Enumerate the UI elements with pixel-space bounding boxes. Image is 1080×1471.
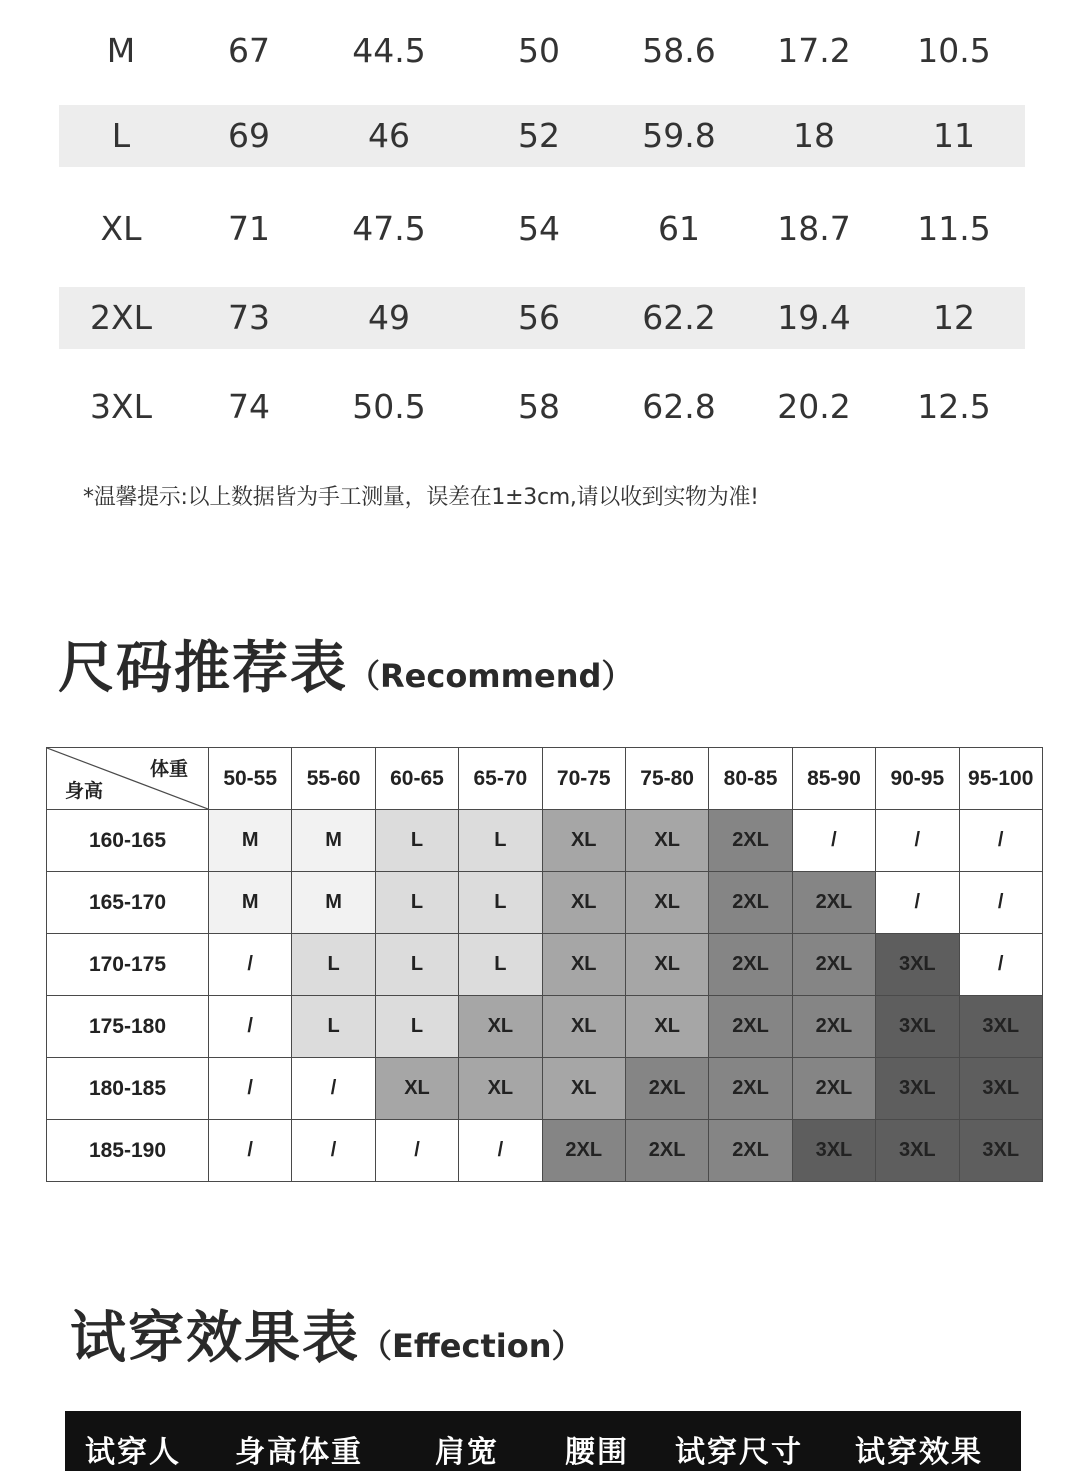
grid-row xyxy=(47,1120,1043,1182)
size-label: M xyxy=(106,31,136,70)
recommended-size-cell: XL xyxy=(542,872,625,934)
measurement-value: 50 xyxy=(518,31,560,70)
effect-column-header: 身高体重 xyxy=(235,1435,363,1470)
measurement-value: 11 xyxy=(933,116,975,155)
recommended-size-cell: / xyxy=(959,810,1042,872)
measurement-value: 52 xyxy=(518,116,560,155)
recommended-size-cell: XL xyxy=(459,996,542,1058)
recommended-size-cell: XL xyxy=(625,810,708,872)
size-label: XL xyxy=(100,209,142,248)
measurement-value: 50.5 xyxy=(352,387,426,426)
weight-range-header: 90-95 xyxy=(876,748,959,810)
recommended-size-cell: XL xyxy=(625,996,708,1058)
measurement-note: *温馨提示:以上数据皆为手工测量，误差在1±3cm,请以收到实物为准! xyxy=(83,485,759,510)
measurement-value: 62.8 xyxy=(642,387,716,426)
size-label: 2XL xyxy=(90,298,152,337)
effect-column-header: 试穿尺寸 xyxy=(675,1435,803,1470)
height-range-header: 180-185 xyxy=(47,1058,209,1120)
grid-corner-cell xyxy=(47,748,209,810)
recommended-size-cell: 3XL xyxy=(959,1120,1042,1182)
recommended-size-cell: L xyxy=(459,810,542,872)
recommended-size-cell: / xyxy=(792,810,875,872)
grid-row xyxy=(47,872,1043,934)
recommend-title-cn: 尺码推荐表 xyxy=(58,636,348,701)
recommended-size-cell: 3XL xyxy=(959,996,1042,1058)
recommended-size-cell: L xyxy=(292,996,375,1058)
size-row xyxy=(59,376,1025,438)
height-range-header: 175-180 xyxy=(47,996,209,1058)
size-label: 3XL xyxy=(90,387,152,426)
recommend-title-en: （Recommend） xyxy=(348,657,634,695)
measurement-value: 12.5 xyxy=(917,387,991,426)
effect-column-header: 试穿人 xyxy=(85,1435,181,1470)
height-range-header: 170-175 xyxy=(47,934,209,996)
recommended-size-cell: / xyxy=(375,1120,458,1182)
height-axis-label: 身高 xyxy=(65,780,104,802)
measurement-value: 58.6 xyxy=(642,31,716,70)
recommended-size-cell: L xyxy=(375,996,458,1058)
recommended-size-cell: 2XL xyxy=(625,1120,708,1182)
measurement-value: 56 xyxy=(518,298,560,337)
recommended-size-cell: / xyxy=(459,1120,542,1182)
measurement-value: 62.2 xyxy=(642,298,716,337)
measurement-value: 54 xyxy=(518,209,560,248)
recommended-size-cell: 2XL xyxy=(792,872,875,934)
recommended-size-cell: L xyxy=(292,934,375,996)
recommended-size-cell: / xyxy=(959,872,1042,934)
recommended-size-cell: 2XL xyxy=(542,1120,625,1182)
recommended-size-cell: / xyxy=(876,872,959,934)
measurement-value: 59.8 xyxy=(642,116,716,155)
recommended-size-cell: / xyxy=(292,1058,375,1120)
recommended-size-cell: L xyxy=(375,934,458,996)
recommended-size-cell: 2XL xyxy=(709,996,792,1058)
measurement-value: 71 xyxy=(228,209,270,248)
grid-row xyxy=(47,810,1043,872)
recommended-size-cell: XL xyxy=(625,934,708,996)
effect-section-title xyxy=(70,1294,584,1374)
size-row xyxy=(59,20,1025,82)
weight-axis-label: 体重 xyxy=(149,758,188,780)
grid-row xyxy=(47,934,1043,996)
recommended-size-cell: / xyxy=(959,934,1042,996)
height-range-header: 185-190 xyxy=(47,1120,209,1182)
recommended-size-cell: 2XL xyxy=(709,872,792,934)
weight-range-header: 70-75 xyxy=(542,748,625,810)
measurement-value: 67 xyxy=(228,31,270,70)
recommended-size-cell: 3XL xyxy=(876,934,959,996)
measurement-value: 11.5 xyxy=(917,209,991,248)
recommended-size-cell: M xyxy=(209,810,292,872)
recommended-size-cell: M xyxy=(209,872,292,934)
measurement-value: 44.5 xyxy=(352,31,426,70)
recommended-size-cell: L xyxy=(375,872,458,934)
recommended-size-cell: 3XL xyxy=(876,1058,959,1120)
effect-title-cn: 试穿效果表 xyxy=(70,1306,360,1371)
recommended-size-cell: / xyxy=(209,934,292,996)
recommended-size-cell: XL xyxy=(375,1058,458,1120)
grid-header-row xyxy=(47,748,1043,810)
effect-column-header: 腰围 xyxy=(565,1435,629,1470)
measurement-value: 74 xyxy=(228,387,270,426)
recommended-size-cell: / xyxy=(209,1120,292,1182)
recommended-size-cell: / xyxy=(292,1120,375,1182)
recommended-size-cell: XL xyxy=(542,996,625,1058)
effect-title-en: （Effection） xyxy=(360,1327,584,1365)
measurement-value: 18.7 xyxy=(777,209,851,248)
recommended-size-cell: L xyxy=(459,934,542,996)
recommended-size-cell: M xyxy=(292,872,375,934)
size-row xyxy=(59,287,1025,349)
height-range-header: 165-170 xyxy=(47,872,209,934)
recommended-size-cell: 3XL xyxy=(959,1058,1042,1120)
effect-column-header: 肩宽 xyxy=(435,1435,499,1470)
recommended-size-cell: / xyxy=(876,810,959,872)
grid-row xyxy=(47,1058,1043,1120)
recommended-size-cell: XL xyxy=(542,934,625,996)
weight-range-header: 50-55 xyxy=(209,748,292,810)
recommended-size-cell: / xyxy=(209,996,292,1058)
size-label: L xyxy=(111,116,131,155)
measurement-value: 73 xyxy=(228,298,270,337)
recommended-size-cell: L xyxy=(459,872,542,934)
recommended-size-cell: 3XL xyxy=(792,1120,875,1182)
recommended-size-cell: 2XL xyxy=(709,934,792,996)
measurement-value: 10.5 xyxy=(917,31,991,70)
weight-range-header: 60-65 xyxy=(375,748,458,810)
weight-range-header: 95-100 xyxy=(959,748,1042,810)
recommended-size-cell: XL xyxy=(625,872,708,934)
measurement-value: 17.2 xyxy=(777,31,851,70)
weight-range-header: 85-90 xyxy=(792,748,875,810)
recommended-size-cell: 3XL xyxy=(876,996,959,1058)
recommended-size-cell: XL xyxy=(542,1058,625,1120)
recommended-size-cell: 2XL xyxy=(792,996,875,1058)
measurement-value: 69 xyxy=(228,116,270,155)
weight-range-header: 80-85 xyxy=(709,748,792,810)
grid-row xyxy=(47,996,1043,1058)
height-range-header: 160-165 xyxy=(47,810,209,872)
recommended-size-cell: M xyxy=(292,810,375,872)
recommended-size-cell: XL xyxy=(459,1058,542,1120)
effect-table-header xyxy=(65,1411,1021,1471)
size-row xyxy=(59,198,1025,260)
weight-range-header: 75-80 xyxy=(625,748,708,810)
recommended-size-cell: 3XL xyxy=(876,1120,959,1182)
measurement-value: 18 xyxy=(793,116,835,155)
measurement-value: 12 xyxy=(933,298,975,337)
recommended-size-cell: 2XL xyxy=(792,934,875,996)
recommended-size-cell: 2XL xyxy=(709,1120,792,1182)
recommended-size-cell: XL xyxy=(542,810,625,872)
size-recommend-grid xyxy=(46,747,1043,1182)
recommend-section-title xyxy=(58,624,633,704)
effect-column-header: 试穿效果 xyxy=(855,1435,983,1470)
weight-range-header: 65-70 xyxy=(459,748,542,810)
recommended-size-cell: / xyxy=(209,1058,292,1120)
size-row xyxy=(59,105,1025,167)
recommended-size-cell: 2XL xyxy=(792,1058,875,1120)
recommended-size-cell: 2XL xyxy=(709,1058,792,1120)
measurement-value: 46 xyxy=(368,116,410,155)
recommended-size-cell: L xyxy=(375,810,458,872)
weight-range-header: 55-60 xyxy=(292,748,375,810)
measurement-value: 47.5 xyxy=(352,209,426,248)
recommended-size-cell: 2XL xyxy=(625,1058,708,1120)
measurement-value: 20.2 xyxy=(777,387,851,426)
measurement-value: 19.4 xyxy=(777,298,851,337)
measurement-value: 49 xyxy=(368,298,410,337)
measurement-value: 58 xyxy=(518,387,560,426)
measurement-value: 61 xyxy=(658,209,700,248)
recommended-size-cell: 2XL xyxy=(709,810,792,872)
